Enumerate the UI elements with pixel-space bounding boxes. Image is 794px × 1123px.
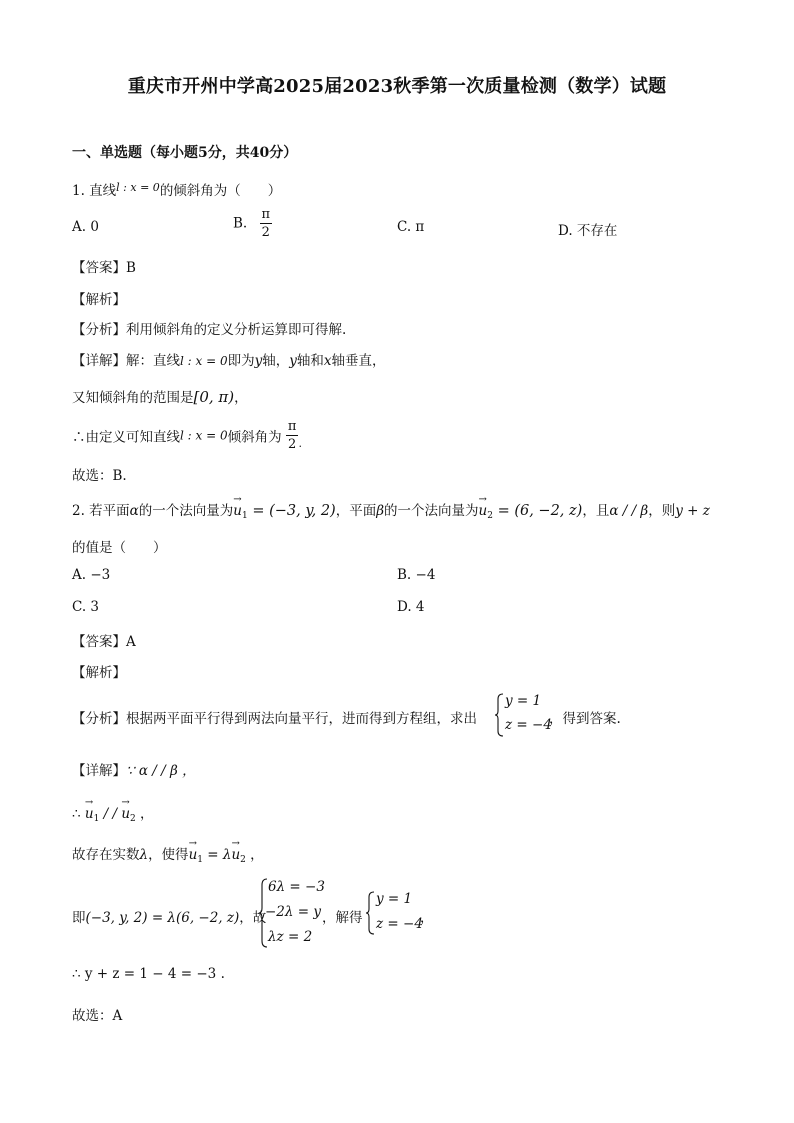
q2-detail-line4: [72, 906, 266, 926]
q1-detail-line1: [72, 349, 386, 369]
q1-detail-line3: [72, 420, 302, 451]
q1-answer: 【答案】B: [72, 260, 136, 276]
q2-detail-line2: [72, 797, 154, 824]
q2-system2-line2: −2λ = y: [265, 904, 321, 920]
q1-detail3-period: .: [298, 437, 302, 450]
q1-detail-x: x: [323, 353, 332, 369]
q1-stem: [72, 179, 281, 199]
q2-analysis-heading: 【解析】: [72, 665, 126, 681]
q2-beta: β: [376, 503, 385, 519]
q1-detail-text-b: 即为: [227, 353, 255, 369]
q1-stem-math: l : x = 0: [116, 181, 160, 194]
q2-system3-line1: y = 1: [376, 891, 413, 907]
q1-option-c: C. π: [397, 219, 425, 235]
q2-option-b: B. −4: [397, 567, 436, 583]
q2-fenxi-system-line1: y = 1: [505, 693, 542, 709]
q1-fenxi-text: 利用倾斜角的定义分析运算即可得解.: [126, 322, 347, 338]
q1-detail3-text-a: ∴由定义可知直线: [72, 429, 180, 446]
q2-detail3-lambda: λ: [139, 847, 149, 863]
q2-fenxi-text-b: ，得到答案.: [549, 711, 621, 727]
q2-u2-letter: u: [478, 503, 488, 519]
q1-stem-suffix: 的倾斜角为（ ）: [159, 183, 282, 199]
q1-detail-text-c: 轴，: [262, 353, 290, 369]
q1-detail-line2: [72, 386, 248, 406]
q2-stem-b: 的一个法向量为: [138, 503, 234, 519]
q2-detail-line3: [72, 838, 264, 865]
q2-u1-subscript: 1: [242, 511, 248, 521]
q1-stem-prefix: 1. 直线: [72, 183, 117, 199]
q2-detail4-comma: ，: [420, 910, 434, 926]
q1-option-b-fraction: [260, 208, 273, 239]
q1-detail3-text-b: 倾斜角为: [227, 429, 282, 446]
q1-option-b-denominator: 2: [261, 225, 270, 240]
q1-detail3-denominator: 2: [288, 437, 297, 452]
q2-stem-a: 2. 若平面: [72, 503, 130, 519]
q2-detail4-text-b: ，故: [239, 910, 267, 926]
q2-detail3-u2-vector: → $u_2$: [231, 838, 246, 865]
q2-u2-vector: → $u_2$: [478, 494, 493, 521]
q2-system2-line3: λz = 2: [268, 929, 313, 945]
q2-fenxi-system-line2: z = −4: [505, 717, 552, 733]
q1-detail3-math: l : x = 0: [180, 428, 228, 443]
q1-detail3-numerator: π: [287, 419, 297, 434]
q2-alpha: α: [129, 503, 139, 519]
q1-detail3-fraction: [286, 420, 299, 451]
q2-stem-line1: [72, 494, 710, 521]
q2-parallel: α / / β: [609, 503, 649, 519]
q2-y-plus-z: y + z: [675, 503, 710, 519]
section-heading: 一、单选题（每小题5分，共40分）: [72, 145, 298, 161]
q2-conclusion: 故选：A: [72, 1008, 123, 1024]
q2-detail3-text-a: 故存在实数: [72, 847, 140, 863]
q1-detail2-math: [0, π): [193, 388, 235, 406]
q1-detail-y2: y: [289, 353, 297, 369]
q2-detail4-text-a: 即: [72, 910, 86, 926]
q2-detail-line5: ∴ y + z = 1 − 4 = −3 .: [72, 966, 225, 982]
q1-detail2-comma: ，: [234, 390, 248, 406]
q2-detail2-parallel: / /: [99, 806, 122, 822]
q2-stem-line2: 的值是（ ）: [72, 540, 167, 556]
q1-option-b-label: B.: [233, 215, 248, 232]
q2-fenxi-text-a: 根据两平面平行得到两法向量平行，进而得到方程组，求出: [126, 711, 477, 727]
q2-detail1-math: ∵ α / / β ，: [126, 763, 196, 779]
q2-detail4-brace-2: [365, 891, 375, 935]
q2-stem-c: ，平面: [335, 503, 377, 519]
q2-option-d: D. 4: [397, 599, 425, 615]
q2-stem-f: ，则: [648, 503, 676, 519]
q2-detail2-u1-vector: → $u_1$: [84, 797, 100, 824]
q2-option-c: C. 3: [72, 599, 100, 615]
q1-detail-y: y: [254, 353, 263, 369]
q2-detail3-text-b: ，使得: [148, 847, 189, 863]
q2-detail4-math: (−3, y, 2) = λ(6, −2, z): [85, 910, 240, 926]
q2-detail2-comma: ，: [135, 806, 154, 822]
q2-system3-line2: z = −4: [376, 916, 423, 932]
q1-detail-text-d: 轴和: [296, 353, 324, 369]
q2-detail3-math: = λ: [203, 847, 232, 863]
q1-option-b: [233, 208, 272, 239]
q2-detail2-therefore: ∴: [72, 806, 85, 822]
q1-fenxi-tag: 【分析】: [72, 322, 126, 338]
q2-option-a: A. −3: [72, 567, 111, 583]
q2-answer: 【答案】A: [72, 634, 136, 650]
q2-detail3-comma: ，: [245, 847, 264, 863]
q2-stem-e: ，且: [582, 503, 610, 519]
q2-fenxi-brace: [494, 693, 504, 737]
q2-detail3-u1-vector: → $u_1$: [188, 838, 203, 865]
q1-option-d: D. 不存在: [558, 223, 618, 239]
q2-detail-line1: [72, 759, 196, 779]
q1-detail-math: l : x = 0: [180, 354, 228, 368]
q1-detail-text-a: 解：直线: [126, 353, 180, 369]
q2-fenxi-tag: 【分析】: [72, 711, 126, 727]
q2-u1-vector: → $u_1$: [233, 494, 248, 521]
q2-detail2-u2-vector: → $u_2$: [121, 797, 136, 824]
q1-conclusion: 故选：B.: [72, 468, 127, 484]
q2-stem-d: 的一个法向量为: [384, 503, 479, 519]
q2-u2-value: = (6, −2, z): [492, 503, 583, 519]
q1-fenxi: [72, 318, 346, 338]
q1-detail-text-e: 轴垂直，: [331, 353, 386, 369]
q2-u1-letter: u: [233, 503, 242, 519]
page-title: 重庆市开州中学高2025届2023秋季第一次质量检测（数学）试题: [127, 76, 667, 97]
q2-u1-value: = (−3, y, 2): [247, 503, 336, 519]
q1-option-b-numerator: π: [261, 207, 271, 222]
q2-detail4-text-c: ，解得: [322, 910, 363, 926]
q2-fenxi: [72, 707, 477, 727]
q1-option-a: A. 0: [72, 219, 99, 235]
q1-detail2-text: 又知倾斜角的范围是: [72, 390, 194, 406]
q2-detail-tag: 【详解】: [72, 763, 126, 779]
q1-analysis-heading: 【解析】: [72, 292, 126, 308]
q2-system2-line1: 6λ = −3: [268, 879, 325, 895]
q1-detail-tag: 【详解】: [72, 353, 126, 369]
q2-u2-subscript: 2: [487, 511, 493, 521]
